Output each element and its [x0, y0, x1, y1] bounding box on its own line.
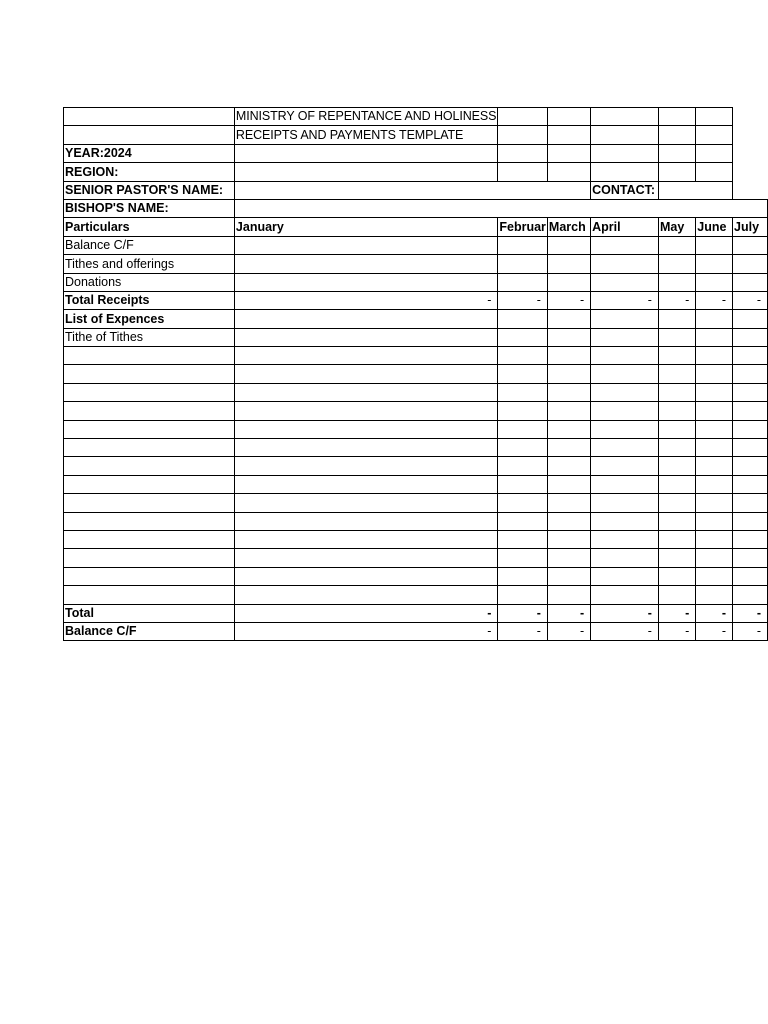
table-row: [64, 402, 768, 420]
table-cell[interactable]: [234, 567, 497, 585]
table-cell[interactable]: [498, 328, 548, 346]
balance-end-jun[interactable]: -: [696, 622, 733, 640]
cell-h5: [733, 181, 768, 199]
table-cell[interactable]: [547, 420, 590, 438]
cell-c1[interactable]: [498, 108, 548, 126]
balance-end-mar[interactable]: -: [547, 622, 590, 640]
table-cell[interactable]: [234, 310, 497, 328]
cell-g3[interactable]: [696, 144, 733, 162]
months-header-row: [64, 218, 768, 236]
table-cell[interactable]: [498, 420, 548, 438]
table-cell[interactable]: [658, 549, 695, 567]
total-may[interactable]: -: [658, 604, 695, 622]
total-receipts-mar[interactable]: -: [547, 291, 590, 309]
region-row: [64, 163, 768, 181]
table-cell[interactable]: [696, 310, 733, 328]
table-cell[interactable]: [591, 439, 659, 457]
month-march[interactable]: March: [547, 218, 590, 236]
table-cell[interactable]: [658, 439, 695, 457]
cell-h1: [733, 108, 768, 126]
table-cell[interactable]: [498, 273, 548, 291]
cell-b4[interactable]: [234, 163, 497, 181]
table-row: [64, 549, 768, 567]
table-cell[interactable]: [498, 457, 548, 475]
table-cell[interactable]: [234, 475, 497, 493]
table-cell[interactable]: [696, 347, 733, 365]
table-cell[interactable]: [498, 494, 548, 512]
cell-h3: [733, 144, 768, 162]
table-cell[interactable]: [733, 439, 768, 457]
table-cell[interactable]: [547, 402, 590, 420]
table-cell[interactable]: [696, 567, 733, 585]
total-receipts-may[interactable]: -: [658, 291, 695, 309]
list-expences-label[interactable]: List of Expences: [64, 310, 235, 328]
table-cell[interactable]: [733, 255, 768, 273]
table-cell[interactable]: [733, 383, 768, 401]
balance-cf-row: [64, 236, 768, 254]
table-cell[interactable]: [658, 328, 695, 346]
table-row: [64, 457, 768, 475]
table-row: [64, 475, 768, 493]
table-cell[interactable]: [658, 512, 695, 530]
table-cell[interactable]: [547, 273, 590, 291]
table-cell[interactable]: [547, 328, 590, 346]
table-row: [64, 420, 768, 438]
table-cell[interactable]: [547, 567, 590, 585]
table-cell[interactable]: [498, 236, 548, 254]
table-cell[interactable]: [498, 439, 548, 457]
month-may[interactable]: May: [658, 218, 695, 236]
table-row: [64, 586, 768, 604]
balance-cf-label[interactable]: Balance C/F: [64, 236, 235, 254]
table-row: [64, 530, 768, 548]
cell-a2[interactable]: [64, 126, 235, 144]
table-cell[interactable]: [234, 347, 497, 365]
table-cell[interactable]: [658, 236, 695, 254]
total-mar[interactable]: -: [547, 604, 590, 622]
table-cell[interactable]: [64, 439, 235, 457]
table-cell[interactable]: [547, 494, 590, 512]
table-cell[interactable]: [64, 383, 235, 401]
table-cell[interactable]: [733, 273, 768, 291]
table-row: [64, 567, 768, 585]
table-cell[interactable]: [591, 549, 659, 567]
table-cell[interactable]: [547, 255, 590, 273]
balance-end-feb[interactable]: -: [498, 622, 548, 640]
table-cell[interactable]: [498, 365, 548, 383]
table-cell[interactable]: [591, 328, 659, 346]
balance-end-jul[interactable]: -: [733, 622, 768, 640]
table-row: [64, 512, 768, 530]
table-cell[interactable]: [733, 347, 768, 365]
table-cell[interactable]: [547, 439, 590, 457]
cell-f3[interactable]: [658, 144, 695, 162]
table-cell[interactable]: [733, 420, 768, 438]
table-row: [64, 347, 768, 365]
balance-cf-end-row: [64, 622, 768, 640]
table-row: [64, 439, 768, 457]
table-cell[interactable]: [733, 236, 768, 254]
table-cell[interactable]: [696, 383, 733, 401]
pastor-row: [64, 181, 768, 199]
bishop-name-field[interactable]: [234, 199, 767, 217]
table-cell[interactable]: [547, 512, 590, 530]
month-june[interactable]: June: [696, 218, 733, 236]
cell-d1[interactable]: [547, 108, 590, 126]
table-cell[interactable]: [234, 365, 497, 383]
table-cell[interactable]: [658, 567, 695, 585]
table-cell[interactable]: [498, 567, 548, 585]
table-cell[interactable]: [547, 365, 590, 383]
total-jun[interactable]: -: [696, 604, 733, 622]
cell-h2: [733, 126, 768, 144]
donations-label[interactable]: Donations: [64, 273, 235, 291]
region-label[interactable]: REGION:: [64, 163, 235, 181]
table-cell[interactable]: [234, 328, 497, 346]
table-cell[interactable]: [64, 457, 235, 475]
table-cell[interactable]: [733, 494, 768, 512]
cell-e3[interactable]: [591, 144, 659, 162]
table-cell[interactable]: [733, 475, 768, 493]
total-receipts-jul[interactable]: -: [733, 291, 768, 309]
table-cell[interactable]: [591, 347, 659, 365]
cell-d2[interactable]: [547, 126, 590, 144]
cell-b3[interactable]: [234, 144, 497, 162]
table-cell[interactable]: [591, 567, 659, 585]
table-cell[interactable]: [234, 512, 497, 530]
month-february[interactable]: Februar: [498, 218, 548, 236]
balance-end-may[interactable]: -: [658, 622, 695, 640]
table-cell[interactable]: [658, 494, 695, 512]
table-cell[interactable]: [733, 402, 768, 420]
table-cell[interactable]: [591, 586, 659, 604]
total-receipts-feb[interactable]: -: [498, 291, 548, 309]
table-cell[interactable]: [658, 420, 695, 438]
table-cell[interactable]: [234, 586, 497, 604]
table-cell[interactable]: [591, 457, 659, 475]
table-cell[interactable]: [498, 347, 548, 365]
table-cell[interactable]: [64, 365, 235, 383]
table-cell[interactable]: [696, 512, 733, 530]
table-cell[interactable]: [547, 236, 590, 254]
cell-e4[interactable]: [591, 163, 659, 181]
table-cell[interactable]: [696, 328, 733, 346]
table-row: [64, 383, 768, 401]
total-feb[interactable]: -: [498, 604, 548, 622]
table-cell[interactable]: [658, 475, 695, 493]
cell-g4[interactable]: [696, 163, 733, 181]
table-cell[interactable]: [234, 439, 497, 457]
balance-end-jan[interactable]: -: [234, 622, 497, 640]
cell-g2[interactable]: [696, 126, 733, 144]
total-apr[interactable]: -: [591, 604, 659, 622]
table-cell[interactable]: [658, 365, 695, 383]
table-cell[interactable]: [696, 586, 733, 604]
table-cell[interactable]: [234, 273, 497, 291]
table-cell[interactable]: [591, 273, 659, 291]
table-cell[interactable]: [696, 420, 733, 438]
table-cell[interactable]: [498, 383, 548, 401]
receipts-payments-sheet: [63, 107, 768, 641]
table-cell[interactable]: [234, 530, 497, 548]
bishop-row: [64, 199, 768, 217]
table-cell[interactable]: [658, 402, 695, 420]
table-cell[interactable]: [64, 402, 235, 420]
table-cell[interactable]: [696, 475, 733, 493]
table-cell[interactable]: [64, 567, 235, 585]
table-cell[interactable]: [733, 549, 768, 567]
tithes-label[interactable]: Tithes and offerings: [64, 255, 235, 273]
month-january[interactable]: January: [234, 218, 497, 236]
balance-cf-end-label[interactable]: Balance C/F: [64, 622, 235, 640]
month-april[interactable]: April: [591, 218, 659, 236]
table-cell[interactable]: [658, 586, 695, 604]
table-cell[interactable]: [591, 420, 659, 438]
table-cell[interactable]: [547, 457, 590, 475]
table-cell[interactable]: [547, 383, 590, 401]
total-jul[interactable]: -: [733, 604, 768, 622]
table-cell[interactable]: [733, 512, 768, 530]
table-cell[interactable]: [547, 530, 590, 548]
table-cell[interactable]: [234, 236, 497, 254]
table-cell[interactable]: [64, 494, 235, 512]
table-cell[interactable]: [733, 328, 768, 346]
table-cell[interactable]: [696, 494, 733, 512]
month-july[interactable]: July: [733, 218, 768, 236]
table-cell[interactable]: [658, 347, 695, 365]
table-cell[interactable]: [64, 420, 235, 438]
ministry-title[interactable]: MINISTRY OF REPENTANCE AND HOLINESS: [234, 108, 497, 126]
table-cell[interactable]: [696, 457, 733, 475]
table-cell[interactable]: [696, 365, 733, 383]
list-expences-row: [64, 310, 768, 328]
table-cell[interactable]: [591, 530, 659, 548]
cell-a1[interactable]: [64, 108, 235, 126]
table-cell[interactable]: [733, 586, 768, 604]
table-cell[interactable]: [234, 402, 497, 420]
table-cell[interactable]: [591, 494, 659, 512]
template-title[interactable]: RECEIPTS AND PAYMENTS TEMPLATE: [234, 126, 497, 144]
table-cell[interactable]: [591, 475, 659, 493]
table-row: [64, 365, 768, 383]
table-cell[interactable]: [547, 347, 590, 365]
table-cell[interactable]: [658, 383, 695, 401]
cell-f2[interactable]: [658, 126, 695, 144]
table-cell[interactable]: [234, 383, 497, 401]
table-cell[interactable]: [591, 383, 659, 401]
pastor-label[interactable]: SENIOR PASTOR'S NAME:: [64, 181, 235, 199]
tithe-of-tithes-row: [64, 328, 768, 346]
tithes-row: [64, 255, 768, 273]
table-cell[interactable]: [658, 255, 695, 273]
total-label[interactable]: Total: [64, 604, 235, 622]
table-cell[interactable]: [498, 586, 548, 604]
table-cell[interactable]: [547, 586, 590, 604]
table-cell[interactable]: [591, 512, 659, 530]
particulars-header[interactable]: Particulars: [64, 218, 235, 236]
table-row: [64, 494, 768, 512]
table-cell[interactable]: [498, 512, 548, 530]
table-cell[interactable]: [591, 255, 659, 273]
cell-c2[interactable]: [498, 126, 548, 144]
cell-c3[interactable]: [498, 144, 548, 162]
table-cell[interactable]: [658, 457, 695, 475]
contact-label[interactable]: CONTACT:: [591, 181, 659, 199]
year-row: [64, 144, 768, 162]
table-cell[interactable]: [547, 549, 590, 567]
cell-f4[interactable]: [658, 163, 695, 181]
table-cell[interactable]: [498, 310, 548, 328]
total-jan[interactable]: -: [234, 604, 497, 622]
table-cell[interactable]: [591, 402, 659, 420]
table-cell[interactable]: [234, 457, 497, 475]
cell-h4: [733, 163, 768, 181]
table-cell[interactable]: [696, 530, 733, 548]
table-cell[interactable]: [234, 255, 497, 273]
cell-c4[interactable]: [498, 163, 548, 181]
title-row-2: [64, 126, 768, 144]
table-cell[interactable]: [498, 530, 548, 548]
table-cell[interactable]: [591, 236, 659, 254]
table-cell[interactable]: [64, 530, 235, 548]
table-cell[interactable]: [591, 310, 659, 328]
table-cell[interactable]: [64, 549, 235, 567]
table-cell[interactable]: [234, 494, 497, 512]
title-row-1: [64, 108, 768, 126]
donations-row: [64, 273, 768, 291]
pastor-name-field[interactable]: [234, 181, 590, 199]
total-receipts-row: [64, 291, 768, 309]
total-receipts-label[interactable]: Total Receipts: [64, 291, 235, 309]
cell-f1[interactable]: [658, 108, 695, 126]
table-cell[interactable]: [547, 310, 590, 328]
year-label[interactable]: YEAR:2024: [64, 144, 235, 162]
table-cell[interactable]: [696, 549, 733, 567]
cell-d3[interactable]: [547, 144, 590, 162]
table-cell[interactable]: [658, 273, 695, 291]
bishop-label[interactable]: BISHOP'S NAME:: [64, 199, 235, 217]
table-cell[interactable]: [696, 273, 733, 291]
table-cell[interactable]: [733, 457, 768, 475]
table-cell[interactable]: [547, 475, 590, 493]
total-receipts-jan[interactable]: -: [234, 291, 497, 309]
balance-end-apr[interactable]: -: [591, 622, 659, 640]
table-cell[interactable]: [696, 402, 733, 420]
table-cell[interactable]: [498, 475, 548, 493]
table-cell[interactable]: [733, 567, 768, 585]
table-cell[interactable]: [498, 549, 548, 567]
cell-g1[interactable]: [696, 108, 733, 126]
table-cell[interactable]: [64, 512, 235, 530]
table-cell[interactable]: [498, 402, 548, 420]
total-row: [64, 604, 768, 622]
cell-e2[interactable]: [591, 126, 659, 144]
table-cell[interactable]: [64, 475, 235, 493]
table-cell[interactable]: [733, 310, 768, 328]
total-receipts-jun[interactable]: -: [696, 291, 733, 309]
table-cell[interactable]: [696, 236, 733, 254]
total-receipts-apr[interactable]: -: [591, 291, 659, 309]
cell-d4[interactable]: [547, 163, 590, 181]
table-cell[interactable]: [591, 365, 659, 383]
cell-e1[interactable]: [591, 108, 659, 126]
contact-field[interactable]: [658, 181, 732, 199]
table-cell[interactable]: [658, 310, 695, 328]
table-cell[interactable]: [498, 255, 548, 273]
table-cell[interactable]: [733, 530, 768, 548]
table-cell[interactable]: [64, 347, 235, 365]
table-cell[interactable]: [234, 420, 497, 438]
table-cell[interactable]: [696, 255, 733, 273]
table-cell[interactable]: [658, 530, 695, 548]
table-cell[interactable]: [733, 365, 768, 383]
table-cell[interactable]: [696, 439, 733, 457]
tithe-of-tithes-label[interactable]: Tithe of Tithes: [64, 328, 235, 346]
table-cell[interactable]: [64, 586, 235, 604]
table-cell[interactable]: [234, 549, 497, 567]
